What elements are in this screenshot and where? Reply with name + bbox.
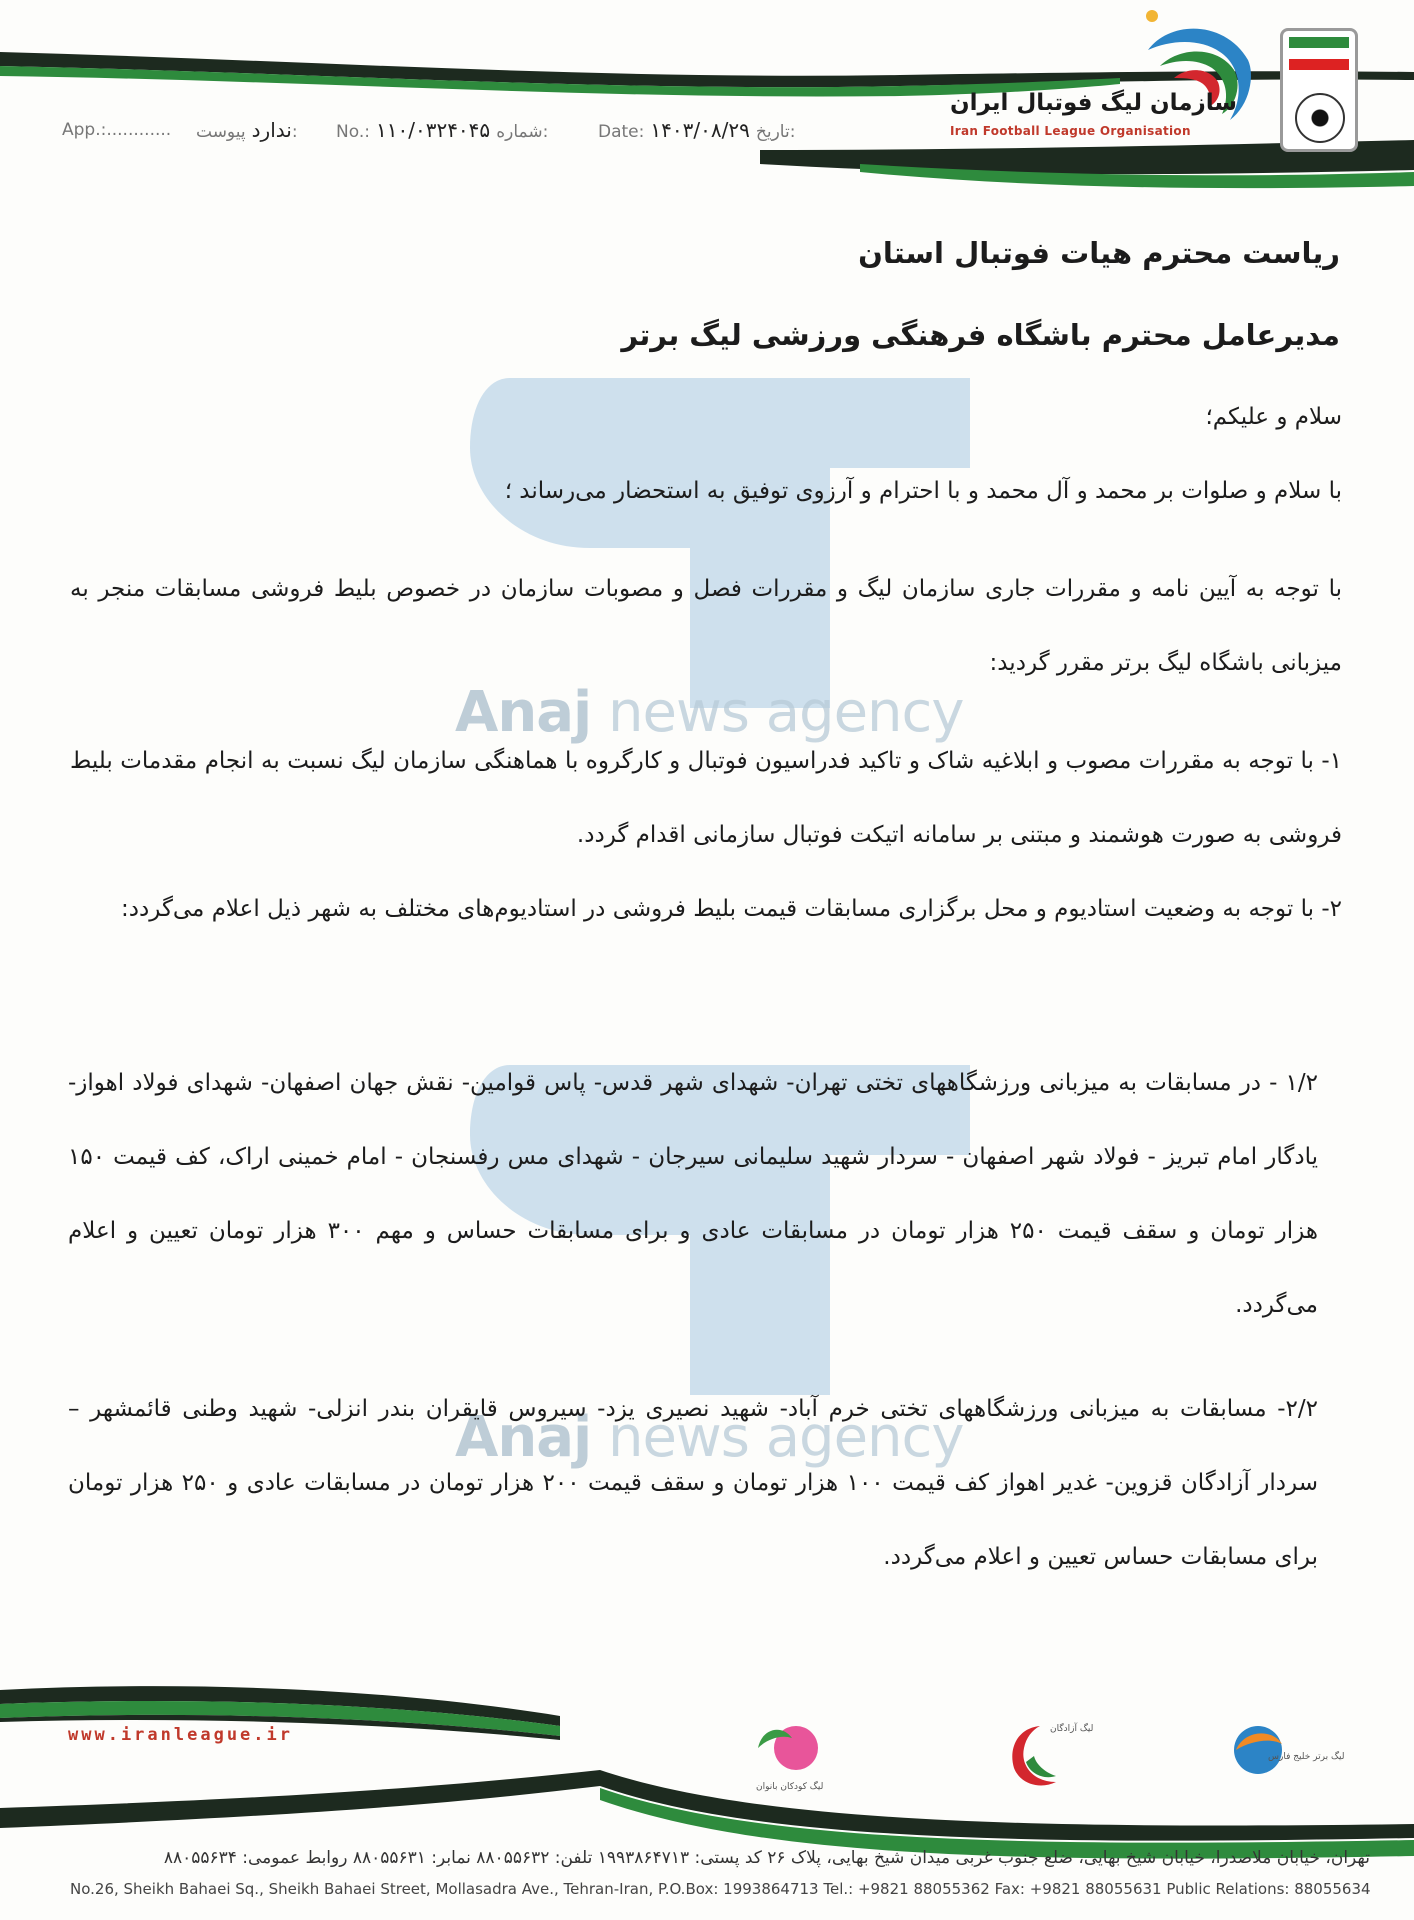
- item-2: ۲- با توجه به وضعیت استادیوم و محل برگزاری مسابقات قیمت بلیط فروشی در استادیوم‌های مختلف به شهر ذیل اعلام می‌گردد:: [121, 896, 1342, 922]
- greeting: سلام و علیکم؛: [1205, 404, 1342, 430]
- app-field: [62, 118, 171, 140]
- attachment-field: [196, 118, 298, 142]
- salutation: با سلام و صلوات بر محمد و آل محمد و با احترام و آرزوی توفیق به استحضار می‌رساند ؛: [504, 478, 1342, 504]
- date-label-en: Date:: [598, 122, 645, 142]
- flag-red-stripe: [1289, 59, 1349, 70]
- item-2-1: ۱/۲ - در مسابقات به میزبانی ورزشگاههای تختی تهران- شهدای شهر قدس- پاس قوامین- نقش جهان اصفهان- شهدای فولاد اهواز- یادگار امام تبریز - فولاد شهر اصفهان - سردار شهید سلیمانی سیرجان - شهدای مس رفسنجان - امام خمینی اراک، کف قیمت ۱۵۰ هزار تومان و سقف قیمت ۲۵۰ هزار تومان در مسابقات عادی و برای مسابقات حساس و مهم ۳۰۰ هزار تومان تعیین و اعلام می‌گردد.: [68, 1070, 1318, 1318]
- iran-football-league-logo: [1130, 10, 1270, 140]
- date-label-fa: تاریخ:: [755, 122, 796, 142]
- women-league-logo: [752, 1718, 828, 1782]
- website-link[interactable]: www.iranleague.ir: [68, 1725, 293, 1745]
- item-1: ۱- با توجه به مقررات مصوب و ابلاغیه شاک و تاکید فدراسیون فوتبال و کارگروه با هماهنگی سازمان لیگ نسبت به انجام مقدمات بلیط فروشی به صورت هوشمند و مبتنی بر سامانه اتیکت فوتبال سازمانی اقدام گردد.: [70, 748, 1342, 848]
- persian-gulf-league-label: لیگ برتر خلیج فارس: [1268, 1752, 1345, 1762]
- org-name-en: Iran Football League Organisation: [950, 124, 1191, 138]
- flag-green-stripe: [1289, 37, 1349, 48]
- date-value: ۱۴۰۳/۰۸/۲۹: [650, 118, 750, 142]
- item-2-2: ۲/۲- مسابقات به میزبانی ورزشگاههای تختی خرم آباد- شهید نصیری یزد- سیروس قایقران بندر انزلی- شهید وطنی قائمشهر – سردار آزادگان قزوین- غدیر اهواز کف قیمت ۱۰۰ هزار تومان و سقف قیمت ۲۰۰ هزار تومان در مسابقات عادی و ۲۵۰ هزار تومان برای مسابقات حساس تعیین و اعلام می‌گردد.: [68, 1396, 1318, 1570]
- app-label: App.:: [62, 120, 107, 140]
- attachment-value: ندارد: [251, 118, 292, 142]
- women-league-label: لیگ کودکان بانوان: [756, 1782, 824, 1792]
- org-name-fa: سازمان لیگ فوتبال ایران: [950, 90, 1238, 116]
- date-field: [598, 118, 795, 142]
- watermark-text-top: Anaj news agency: [455, 680, 964, 745]
- federation-emblem: [1280, 28, 1358, 152]
- address-fa: تهران، خیابان ملاصدرا، خیابان شیخ بهایی، ضلع جنوب غربی میدان شیخ بهایی، پلاک ۲۶ کد پستی: ۱۹۹۳۸۶۴۷۱۳ تلفن: ۸۸۰۵۵۶۳۲ نمابر: ۸۸۰۵۵۶۳۱ روابط عمومی: ۸۸۰۵۵۶۳۴: [163, 1848, 1370, 1868]
- number-value: ۱۱۰/۰۳۲۴۰۴۵: [376, 118, 491, 142]
- recipient-2: مدیرعامل محترم باشگاه فرهنگی ورزشی لیگ برتر: [621, 318, 1340, 352]
- address-en: No.26, Sheikh Bahaei Sq., Sheikh Bahaei Street, Mollasadra Ave., Tehran-Iran, P.O.Box: 1993864713 Tel.: +9821 88055362 Fax: +9821 88055631 Public Relations: 88055634: [70, 1880, 1371, 1898]
- attachment-label-fa: پیوست:: [196, 122, 298, 142]
- watermark-text-bottom: Anaj news agency: [455, 1405, 964, 1470]
- azadegan-league-label: لیگ آزادگان: [1050, 1724, 1094, 1734]
- number-label-fa: شماره:: [496, 122, 549, 142]
- intro-paragraph: با توجه به آیین نامه و مقررات جاری سازمان لیگ و مقررات فصل و مصوبات سازمان در خصوص بلیط فروشی مسابقات منجر به میزبانی باشگاه لیگ برتر مقرر گردید:: [70, 576, 1342, 676]
- football-icon: [1295, 93, 1345, 143]
- flag-white-stripe: [1289, 48, 1349, 59]
- app-value: ............: [106, 120, 172, 140]
- recipient-1: ریاست محترم هیات فوتبال استان: [858, 236, 1340, 270]
- number-label-en: No.:: [336, 122, 370, 142]
- number-field: [336, 118, 548, 142]
